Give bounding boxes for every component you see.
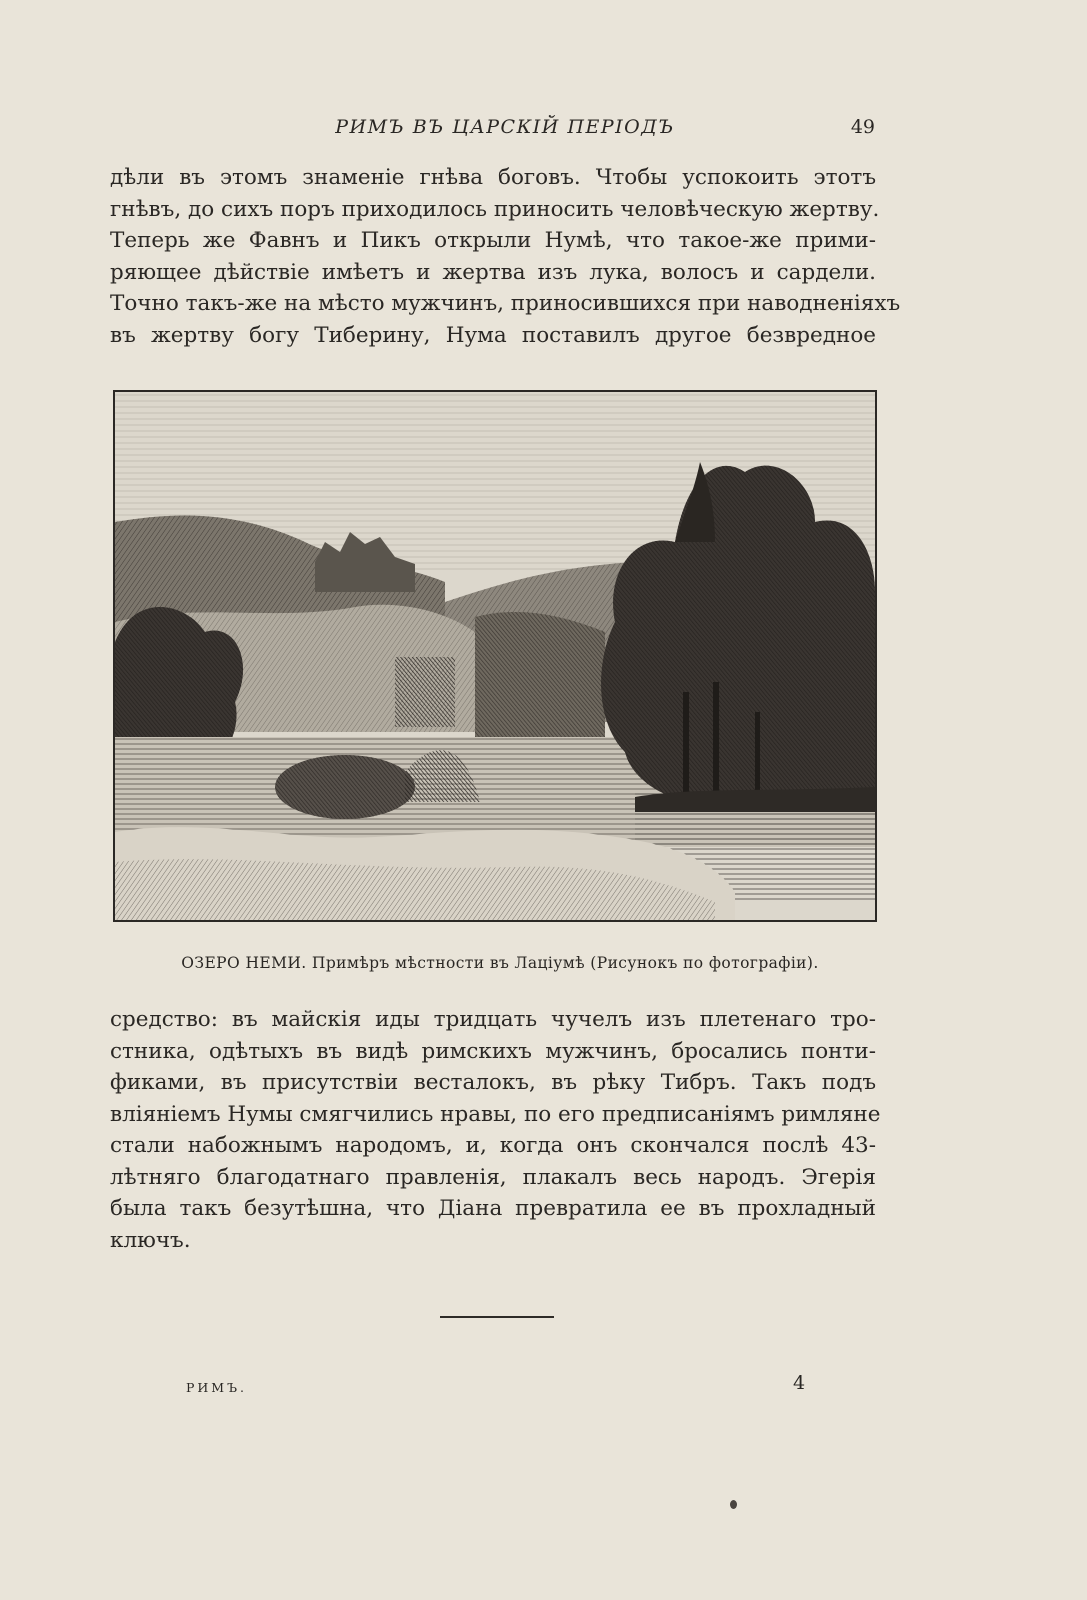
text-line: дѣли въ этомъ знаменіе гнѣва боговъ. Чтобы успокоить этотъ [110, 165, 876, 190]
text-line: вліяніемъ Нумы смягчились нравы, по его предписаніямъ римляне [110, 1101, 881, 1127]
figure-caption: ОЗЕРО НЕМИ. Примѣръ мѣстности въ Лаціумѣ (Рисунокъ по фотографіи). [181, 954, 819, 972]
engraving-illustration [115, 392, 875, 920]
text-line: въ жертву богу Тиберину, Нума поставилъ другое безвредное [110, 322, 876, 348]
text-line: ряющее дѣйствіе имѣетъ и жертва изъ лука, волосъ и сардели. [110, 259, 876, 285]
text-line: средство: въ майскія иды тридцать чучелъ изъ плетенаго тро- [110, 1007, 876, 1032]
paragraph-2 [110, 1004, 881, 1256]
text-line: стали набожнымъ народомъ, и, когда онъ скончался послѣ 43- [110, 1133, 876, 1158]
text-line: лѣтняго благодатнаго правленія, плакалъ весь народъ. Эгерія [110, 1164, 876, 1190]
text-line: стника, одѣтыхъ въ видѣ римскихъ мужчинъ, бросались понти- [110, 1038, 876, 1064]
end-rule [440, 1316, 554, 1318]
running-title: РИМЪ ВЪ ЦАРСКІЙ ПЕРІОДЪ [335, 116, 675, 138]
text-line: Точно такъ-же на мѣсто мужчинъ, приносившихся при наводненіяхъ [110, 291, 901, 316]
text-line: ключъ. [110, 1227, 191, 1253]
text-line: гнѣвъ, до сихъ поръ приходилось приносить человѣческую жертву. [110, 196, 880, 222]
engraving-lake-nemi [113, 390, 877, 922]
text-line: Теперь же Фавнъ и Пикъ открыли Нумѣ, что такое-же прими- [110, 228, 876, 253]
text-line: фиками, въ присутствіи весталокъ, въ рѣку Тибръ. Такъ подъ [110, 1070, 876, 1095]
page-number: 49 [850, 116, 875, 138]
footer-sheet-number: 4 [793, 1372, 806, 1394]
footer-signature: РИМЪ. [186, 1380, 248, 1395]
text-line: была такъ безутѣшна, что Діана превратила ее въ прохладный [110, 1196, 876, 1221]
paragraph-1 [110, 162, 901, 351]
paper-speck [730, 1500, 737, 1509]
